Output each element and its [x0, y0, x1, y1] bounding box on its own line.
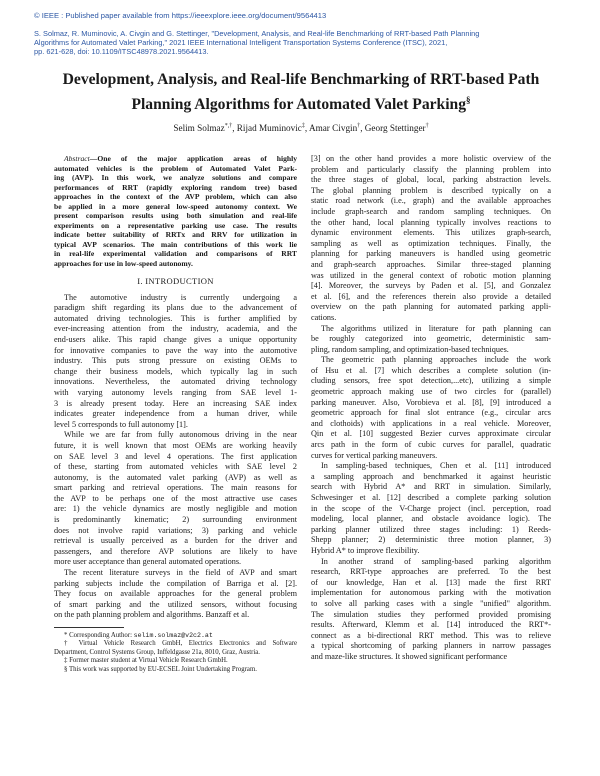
paragraph-line: is predominantly kinematic; 2) surrounding environment [54, 515, 297, 525]
footnote-corresponding-label: * Corresponding Author: [64, 632, 132, 639]
paragraph-line: [4]. Moreover, the surveys by Paden et al. [5], and Gonzalez [311, 281, 551, 291]
paragraph-line: cations. [311, 312, 337, 322]
body-paragraph [311, 461, 551, 556]
paragraph-line: and clothoids) with applications in a real vehicle. Moreover, [311, 418, 551, 428]
paragraph-line: problem and particularly classify the planning problem into [311, 164, 551, 174]
paragraph-line: static road network (i.e., graph) and the available approaches [311, 196, 551, 206]
body-paragraph [311, 324, 551, 356]
paragraph-line: the other hand, local planning typically involves reactions to [311, 217, 551, 227]
paragraph-line: to solve all parking cases with a single "unified" algorithm. [311, 598, 551, 608]
paragraph-line: for innovative companies to pave the way into the automotive [54, 345, 297, 355]
paragraph-line: of smart parking and the utilized sensors, without focusing [54, 599, 297, 609]
body-paragraph [311, 154, 551, 324]
abstract-line: approaches in the context of the AVP problem, which can also [54, 192, 297, 201]
abstract-line: indicate better suitability of RRTx and RRV for utilization in [54, 230, 297, 239]
paragraph-line: search with Hybrid A* and RRT in simulation. Similarly, [311, 482, 551, 492]
footnote-former-student: ‡ Former master student at Virtual Vehicle Research GmbH. [64, 657, 228, 665]
author-name: Selim Solmaz [173, 123, 225, 134]
paragraph-line: Qin et al. [10] suggested Bezier curves approximate circular [311, 429, 551, 439]
author-affiliation-mark: † [425, 123, 429, 129]
paragraph-line: [3] on the other hand provides a more holistic overview of the [311, 154, 551, 163]
left-column [54, 154, 297, 674]
paragraph-line: sampling as well as optimization techniques. Finally, the [311, 238, 551, 248]
abstract [54, 154, 297, 268]
paragraph-line: with varying autonomy levels ranging from SAE level 1- [54, 387, 297, 397]
paragraph-line: While we are far from fully autonomous driving in the near [64, 430, 297, 440]
paragraph-line: The algorithms utilized in literature for path planning can [321, 323, 551, 333]
body-paragraph [311, 557, 551, 663]
body-paragraph [54, 293, 297, 431]
paragraph-line: include graph-search and random sampling techniques. On [311, 206, 551, 216]
body-paragraph [311, 355, 551, 461]
author-name: Amar Civgin [308, 123, 358, 134]
paragraph-line: in the scope of the V-Charge project (incl. perception, road [311, 503, 551, 513]
paragraph-line: Hybrid A* to improve flexibility. [311, 545, 420, 555]
paragraph-line: connect as a bi-directional RRT method. This was to relieve [311, 630, 551, 640]
paragraph-line: a sampling approach and benchmarked it against heuristic [311, 471, 551, 481]
paragraph-line: arcs path in the form of cubic curves for parallel, quadratic [311, 440, 551, 450]
paragraph-line: Shepp planner; 2) deterministic three motion planner, 3) [311, 535, 551, 545]
body-paragraph [54, 568, 297, 621]
abstract-line: approaches for use in low-speed autonomy. [54, 258, 193, 268]
footnote-corresponding [54, 632, 297, 640]
abstract-line: in real-life experimental validation and comparisons of RRT [54, 249, 297, 258]
right-column [311, 154, 551, 663]
paragraph-line: industry. This puts strong pressure on existing OEMs to [54, 356, 297, 366]
abstract-line: ing (AVP). In this work, we analyze solutions and compare [54, 173, 297, 182]
paragraph-line: passengers, and therefore AVP solutions are likely to have [54, 546, 297, 556]
paragraph-line: the AVP to be perhaps one of the most attractive use cases [54, 493, 297, 503]
paragraph-line: planning for parking maneuvers is handled using geometric [311, 249, 551, 259]
title-line-text: Planning Algorithms for Automated Valet Parking [131, 96, 467, 114]
title-line [34, 90, 568, 115]
paragraph-line: and maze-like structures. It showed significant performance [311, 651, 508, 661]
footnotes [54, 632, 297, 674]
title-footnote-mark: § [466, 95, 471, 105]
paragraph-line: more user acceptance than general automated operations. [54, 557, 242, 567]
paragraph-line: change their business models, which typically lag in such [54, 366, 297, 376]
author-list [34, 123, 568, 133]
author-name: Georg Stettinger [364, 123, 426, 134]
author-affiliation-mark: † [357, 123, 361, 129]
abstract-line: typical AVP scenarios. The main contributions of this work lie [54, 239, 297, 249]
author-separator: , [304, 123, 309, 134]
author-separator: , [232, 123, 237, 134]
paragraph-line: are: 1) the vehicle dynamics are mostly negligible and motion [54, 504, 297, 514]
paragraph-line: retrieval is usually perceived as a burden for the driver and [54, 536, 297, 546]
paragraph-line: The recent literature surveys in the field of AVP and smart [64, 568, 297, 578]
author-name: Rijad Muminovic [236, 123, 302, 134]
paragraph-line: of Hsu et al. [7] which describes a complete solution (in- [311, 365, 551, 375]
paragraph-line: and graph-search approaches. Similar three-staged planning [311, 259, 551, 269]
footnote-affiliation: Department, Control Systems Group, Inffeldgasse 21a, 8010, Graz, Austria. [54, 648, 261, 656]
abstract-first-line: —One of the major application areas of highly [89, 154, 297, 163]
paragraph-line: geometric approach making use of two circles for (parallel) [311, 387, 551, 397]
paragraph-line: overview on the path planning for automated parking appli- [311, 302, 551, 312]
title-line: Development, Analysis, and Real-life Benchmarking of RRT-based Path [62, 71, 540, 88]
paragraph-line: dynamic environment elements. This utilizes graph-search, [311, 228, 551, 238]
footnote-affiliation: † Virtual Vehicle Research GmbH, Electrics Electronics and Software [64, 640, 297, 648]
paragraph-line: of these, starting from automated vehicles with SAE level 2 [54, 462, 297, 472]
introduction-body [54, 293, 297, 621]
paragraph-line: does not involve rapid variations; 3) parking and vehicle [54, 525, 297, 535]
paragraph-line: curves for vertical parking maneuvers. [311, 450, 438, 460]
paragraph-line: future, it is well known that most OEMs are working heavily [54, 440, 297, 450]
abstract-line [54, 154, 297, 164]
paragraph-line: cluding sensors, free spot detection,...etc), utilizing a simple [311, 376, 551, 386]
paragraph-line: research, RRT-type approaches are preferred. To the best [311, 567, 551, 577]
paragraph-line: In sampling-based techniques, Chen et al. [11] introduced [321, 461, 551, 471]
paragraph-line: The global planning problem is described typically on a [311, 185, 551, 195]
paragraph-line: be roughly categorized into geometric, deterministic sam- [311, 334, 551, 344]
paragraph-line: the three stages of global, local, parking abstraction levels. [311, 175, 551, 185]
paragraph-line: smart parking and retrieval operations. The main reasons for [54, 483, 297, 493]
paragraph-line: The geometric path planning approaches include the work [321, 355, 551, 365]
paragraph-line: end-users alike. This rapid change gives a unique opportunity [54, 334, 297, 344]
ieee-availability-banner: © IEEE : Published paper available from https://ieeexplore.ieee.org/document/9564413 [34, 11, 327, 20]
paragraph-line: The automotive industry is currently undergoing a [64, 292, 297, 302]
abstract-line: experiments on a representative parking use case. The results [54, 220, 297, 230]
paragraph-line: autonomy, is the automated valet parking (AVP) as well as [54, 472, 297, 482]
paragraph-line: et al. [6], and the references therein also provide a detailed [311, 291, 551, 301]
paragraph-line: pling, random sampling, and optimization-based techniques. [311, 344, 509, 354]
paragraph-line: implementation for autonomous parking with the motivation [311, 588, 551, 598]
paragraph-line: 3 is already present today. Here an increasing SAE index [54, 398, 297, 408]
paragraph-line: a typical shortcoming of parking planners in narrow passages [311, 641, 551, 651]
paragraph-line: on the path planning problem and algorithms. Banzaff et al. [54, 610, 250, 620]
paragraph-line: of our knowledge, Han et al. [13] made the first RRT [311, 577, 551, 587]
section-heading-introduction: I. INTRODUCTION [137, 276, 214, 286]
footnote-funding: § This work was supported by EU-ECSEL Joint Undertaking Program. [64, 665, 257, 673]
abstract-line: present comparison results using both simulation and real-life [54, 211, 297, 220]
author-separator: , [360, 123, 365, 134]
citation-block [34, 29, 570, 56]
paragraph-line: ever-increasing attention from the industry, academia, and the [54, 324, 297, 334]
paragraph-line: results. Afterward, Klemm et al. [14] introduced the RRT*- [311, 620, 551, 630]
corresponding-email: selim.solmaz@v2c2.at [133, 632, 213, 639]
paragraph-line: innovations. Nevertheless, the automated driving technology [54, 377, 297, 387]
paragraph-line: automated driving technologies. This is further amplified by [54, 313, 297, 323]
paragraph-line: was utilized in the general context of robotic motion planning [311, 270, 551, 280]
author-affiliation-mark: ‡ [301, 123, 305, 129]
paragraph-line: They focus on available approaches for the general problem [54, 589, 297, 599]
paragraph-line: indicates greater independence from a human driver, while [54, 409, 297, 419]
paragraph-line: parking subjects include the compilation of Barriga et al. [2]. [54, 578, 297, 588]
paragraph-line: parking maneuver. Also, Vorobieva et al. [8], [9] introduced a [311, 397, 551, 407]
paragraph-line: parking planner utilized three stages including: 1) Reeds- [311, 524, 551, 534]
body-paragraph [54, 430, 297, 568]
paragraph-line: In another strand of sampling-based parking algorithm [321, 556, 551, 566]
abstract-lead: Abstract [64, 154, 90, 163]
abstract-line: performances of RRT (rapidly exploring random tree) based [54, 182, 297, 192]
paragraph-line: paradigm shift regarding its plans due to the advancement of [54, 303, 297, 313]
paragraph-line: modeling, local planner, and obstacle avoidance logic). The [311, 514, 551, 524]
paper-title [34, 70, 568, 115]
abstract-line: automated vehicles is the problem of Automated Valet Park- [54, 163, 297, 173]
paragraph-line: level 5 corresponds to full autonomy [1]. [54, 419, 188, 429]
citation-line: S. Solmaz, R. Muminovic, A. Civgin and G. Stettinger, "Development, Analysis, and Real-life Benchmarking of RRT-based Path Planning [34, 29, 480, 38]
abstract-line: be applied in a more general low-speed autonomy context. We [54, 201, 297, 211]
citation-line: pp. 621-628, doi: 10.1109/ITSC48978.2021.9564413. [34, 47, 209, 56]
paragraph-line: Schwesinger et al. [12] described a complete parking solution [311, 493, 551, 502]
paragraph-line: The simulation studies they performed provided promising [311, 609, 551, 619]
footnote-rule [54, 627, 124, 628]
citation-line: Algorithms for Automated Valet Parking," 2021 IEEE International Intelligent Transportation Systems Conference (ITSC), 2021, [34, 38, 448, 47]
paragraph-line: geometric approach for final slot entrance (e.g., circular arcs [311, 408, 551, 418]
author-affiliation-mark: *,† [224, 123, 233, 129]
paragraph-line: on SAE level 3 and level 4 operations. The first application [54, 451, 297, 461]
